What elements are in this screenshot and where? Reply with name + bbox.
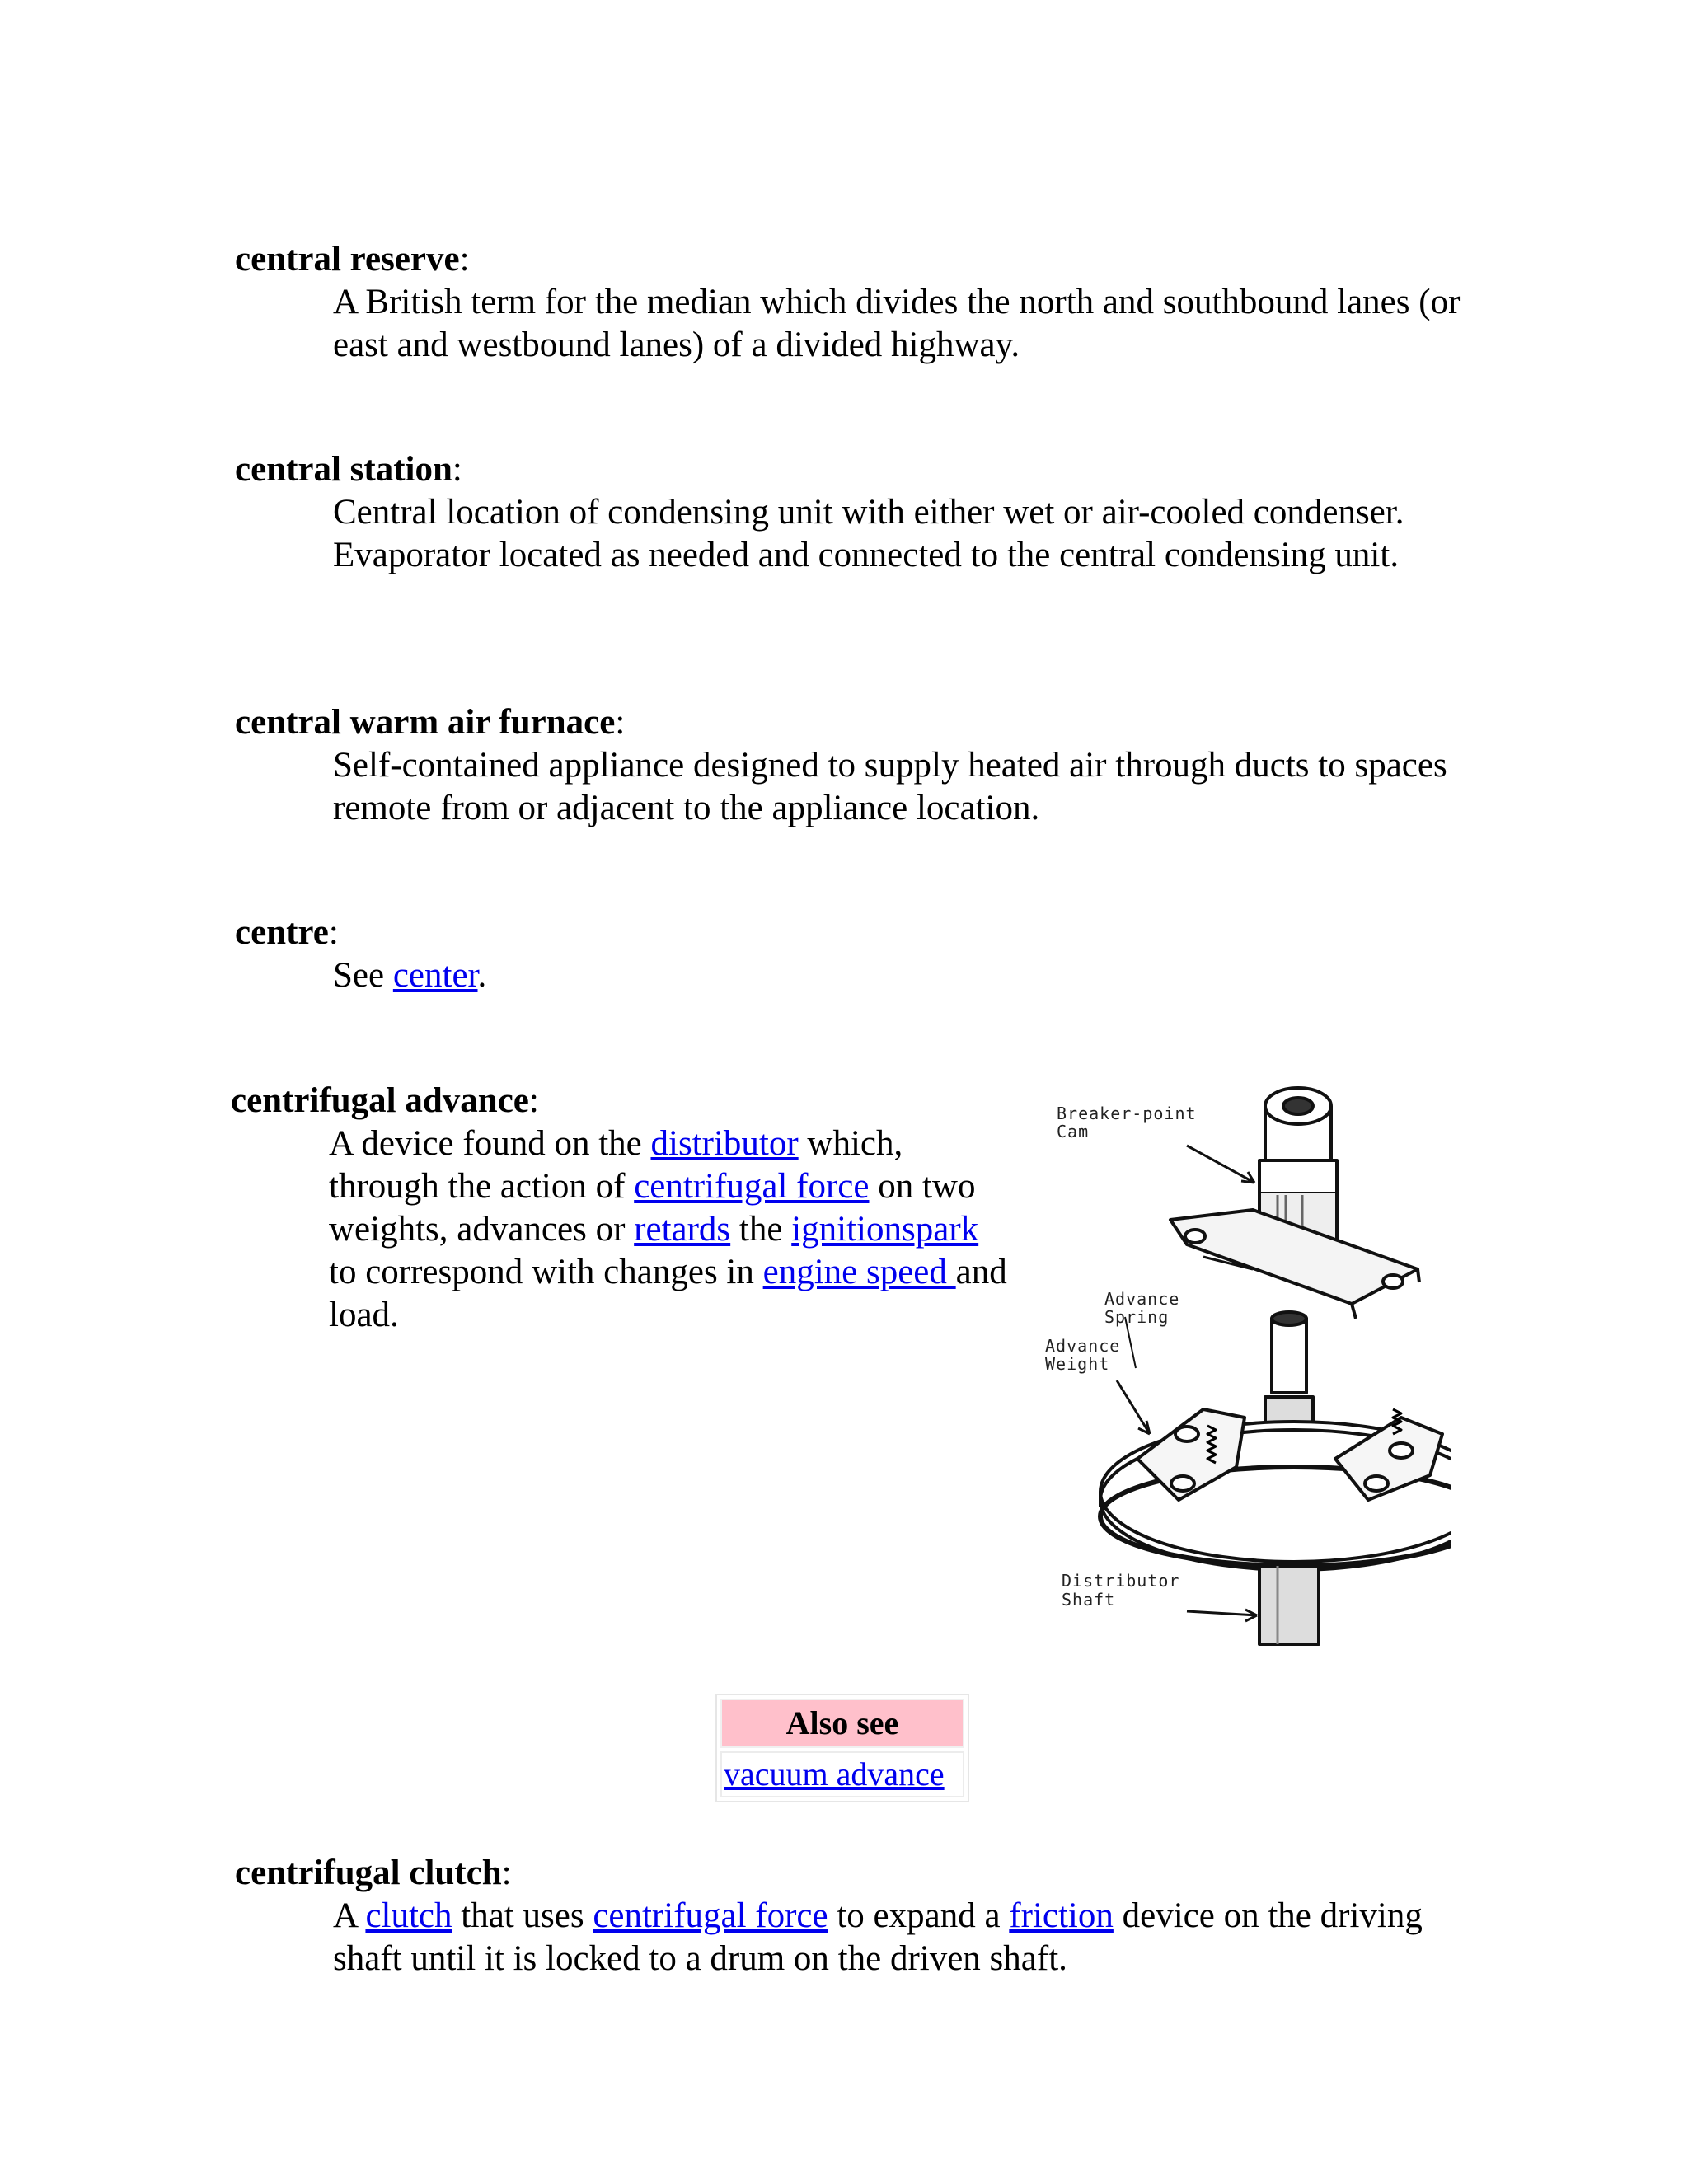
entry-term: centrifugal advance: — [231, 1081, 539, 1120]
link-centrifugal-force[interactable]: centrifugal force — [593, 1896, 828, 1935]
centrifugal-advance-diagram — [1039, 1071, 1451, 1648]
link-vacuum-advance[interactable]: vacuum advance — [724, 1755, 945, 1793]
entry-term: central warm air furnace: — [235, 703, 626, 742]
also-see-cell — [720, 1751, 964, 1797]
link-engine-speed[interactable]: engine speed — [762, 1253, 956, 1291]
term-text: central reserve — [235, 240, 460, 279]
term-text: central station — [235, 450, 452, 489]
entry-term: central reserve: — [235, 240, 470, 279]
label-advance-weight-1: Advance — [1045, 1336, 1121, 1356]
def-text: See — [333, 956, 393, 995]
entry-term: centrifugal clutch: — [235, 1854, 512, 1892]
also-see-table — [715, 1694, 969, 1802]
def-text: device on the driving shaft until it is locked to a drum on the driven shaft. — [333, 1896, 1423, 1978]
entry-definition: Self-contained appliance designed to supply heated air through ducts to spaces remote from or adjacent to the appliance location. — [333, 746, 1447, 827]
label-advance-spring-2: Spring — [1104, 1307, 1170, 1327]
entry-term: centre: — [235, 913, 339, 952]
link-center[interactable]: center — [392, 956, 478, 995]
entry-central-station — [235, 448, 1471, 577]
label-shaft: Shaft — [1062, 1590, 1116, 1610]
entry-definition: A British term for the median which divides the north and southbound lanes (or east and westbound lanes) of a divided highway. — [333, 283, 1461, 364]
def-text: . — [477, 956, 487, 995]
entry-centre — [235, 912, 1471, 997]
def-text: and load. — [329, 1253, 1007, 1334]
def-text: on two weights, advances or — [329, 1167, 976, 1249]
def-text: to correspond with changes in — [329, 1253, 763, 1291]
term-text: central warm air furnace — [235, 703, 616, 742]
entry-definition: Central location of condensing unit with either wet or air-cooled condenser. Evaporator located as needed and connected to the central condensing unit. — [333, 493, 1404, 574]
term-text: centrifugal advance — [231, 1081, 529, 1120]
label-advance-weight-2: Weight — [1045, 1354, 1110, 1374]
entry-definition — [333, 1895, 1471, 1980]
def-text: that uses — [452, 1896, 593, 1935]
link-centrifugal-force[interactable]: centrifugal force — [634, 1167, 870, 1206]
also-see-header: Also see — [720, 1699, 964, 1748]
def-text: to expand a — [828, 1896, 1010, 1935]
label-cam: Cam — [1057, 1122, 1090, 1141]
entry-definition — [333, 954, 1471, 997]
entry-centrifugal-clutch — [235, 1852, 1471, 1980]
label-breaker-point: Breaker-point — [1057, 1104, 1197, 1123]
entry-definition — [329, 1122, 1013, 1337]
entry-central-reserve — [235, 238, 1471, 367]
def-text: A — [333, 1896, 366, 1935]
link-clutch[interactable]: clutch — [365, 1896, 452, 1935]
def-text: which, through the action of — [329, 1124, 903, 1206]
entry-term: central station: — [235, 450, 462, 489]
link-retards[interactable]: retards — [634, 1210, 731, 1249]
label-advance-spring-1: Advance — [1104, 1289, 1180, 1309]
label-distributor: Distributor — [1062, 1571, 1180, 1591]
def-text: the — [730, 1210, 792, 1249]
entry-centrifugal-advance — [231, 1080, 1022, 1337]
entry-central-warm-air-furnace — [235, 701, 1471, 830]
term-text: centrifugal clutch — [235, 1854, 502, 1892]
link-friction[interactable]: friction — [1009, 1896, 1114, 1935]
term-text: centre — [235, 913, 329, 952]
link-ignitionspark[interactable]: ignitionspark — [791, 1210, 979, 1249]
def-text: A device found on the — [329, 1124, 651, 1163]
link-distributor[interactable]: distributor — [650, 1124, 799, 1163]
